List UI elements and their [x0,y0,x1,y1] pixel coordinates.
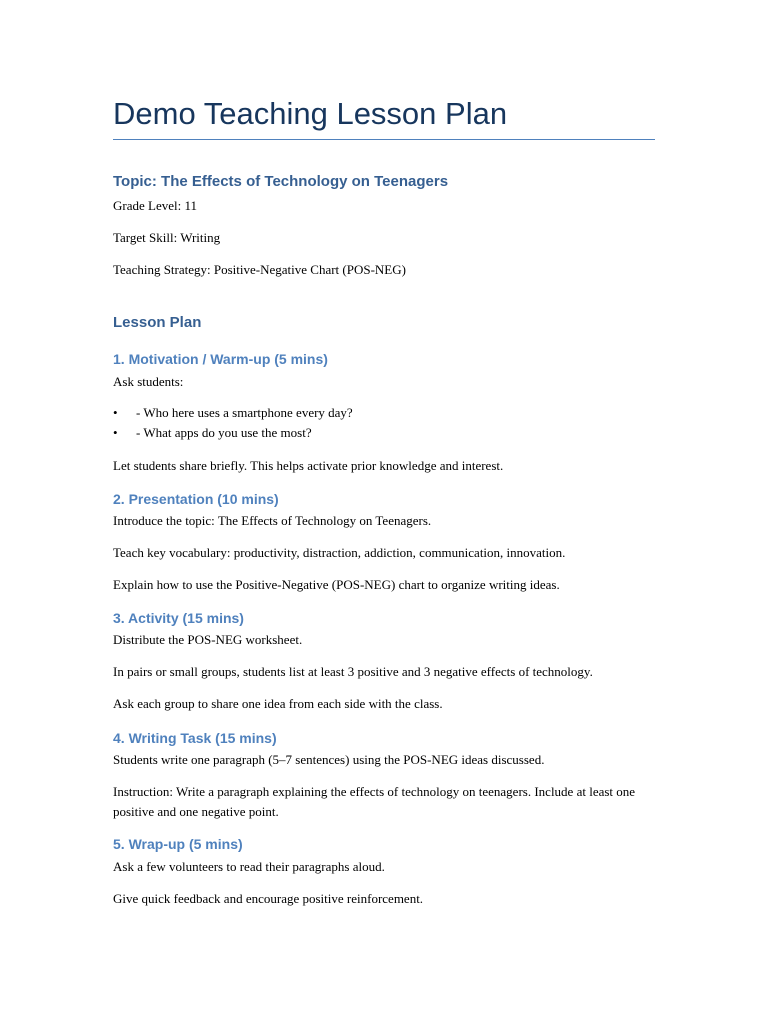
section-2-paragraph: Introduce the topic: The Effects of Technology on Teenagers. [113,513,432,528]
section-1-paragraph: Let students share briefly. This helps activate prior knowledge and interest. [113,458,504,473]
section-5-paragraph: Ask a few volunteers to read their paragraphs aloud. [113,859,385,874]
warm-up-question-list [113,403,655,443]
target-skill-text: Target Skill: Writing [113,230,221,245]
section-2-paragraph: Teach key vocabulary: productivity, distraction, addiction, communication, innovation. [113,545,566,560]
section-2-paragraph: Explain how to use the Positive-Negative (POS-NEG) chart to organize writing ideas. [113,577,560,592]
list-item-text: - What apps do you use the most? [136,425,312,440]
list-item [113,403,655,423]
bullet-icon: • [113,425,118,440]
section-3-paragraph: Distribute the POS-NEG worksheet. [113,632,303,647]
section-4-paragraph: Instruction: Write a paragraph explaining the effects of technology on teenagers. Include at least one positive and one negative point. [113,784,636,819]
section-4-paragraph: Students write one paragraph (5–7 sentences) using the POS-NEG ideas discussed. [113,752,545,767]
lesson-plan-heading: Lesson Plan [113,314,202,331]
grade-level-text: Grade Level: 11 [113,198,197,213]
teaching-strategy-text: Teaching Strategy: Positive-Negative Chart (POS-NEG) [113,262,406,277]
title-underline-divider [113,139,655,140]
section-2-heading: 2. Presentation (10 mins) [113,491,279,507]
section-5-heading: 5. Wrap-up (5 mins) [113,836,243,852]
section-3-heading: 3. Activity (15 mins) [113,610,244,626]
section-5-paragraph: Give quick feedback and encourage positive reinforcement. [113,891,424,906]
list-item [113,423,655,443]
list-item-text: - Who here uses a smartphone every day? [136,405,353,420]
section-3-paragraph: In pairs or small groups, students list at least 3 positive and 3 negative effects of technology. [113,664,593,679]
topic-heading: Topic: The Effects of Technology on Teenagers [113,173,449,190]
bullet-icon: • [113,405,118,420]
document-title: Demo Teaching Lesson Plan [113,96,508,131]
section-3-paragraph: Ask each group to share one idea from each side with the class. [113,696,443,711]
section-1-intro-text: Ask students: [113,374,184,389]
section-4-heading: 4. Writing Task (15 mins) [113,730,277,746]
section-1-heading: 1. Motivation / Warm-up (5 mins) [113,351,328,367]
